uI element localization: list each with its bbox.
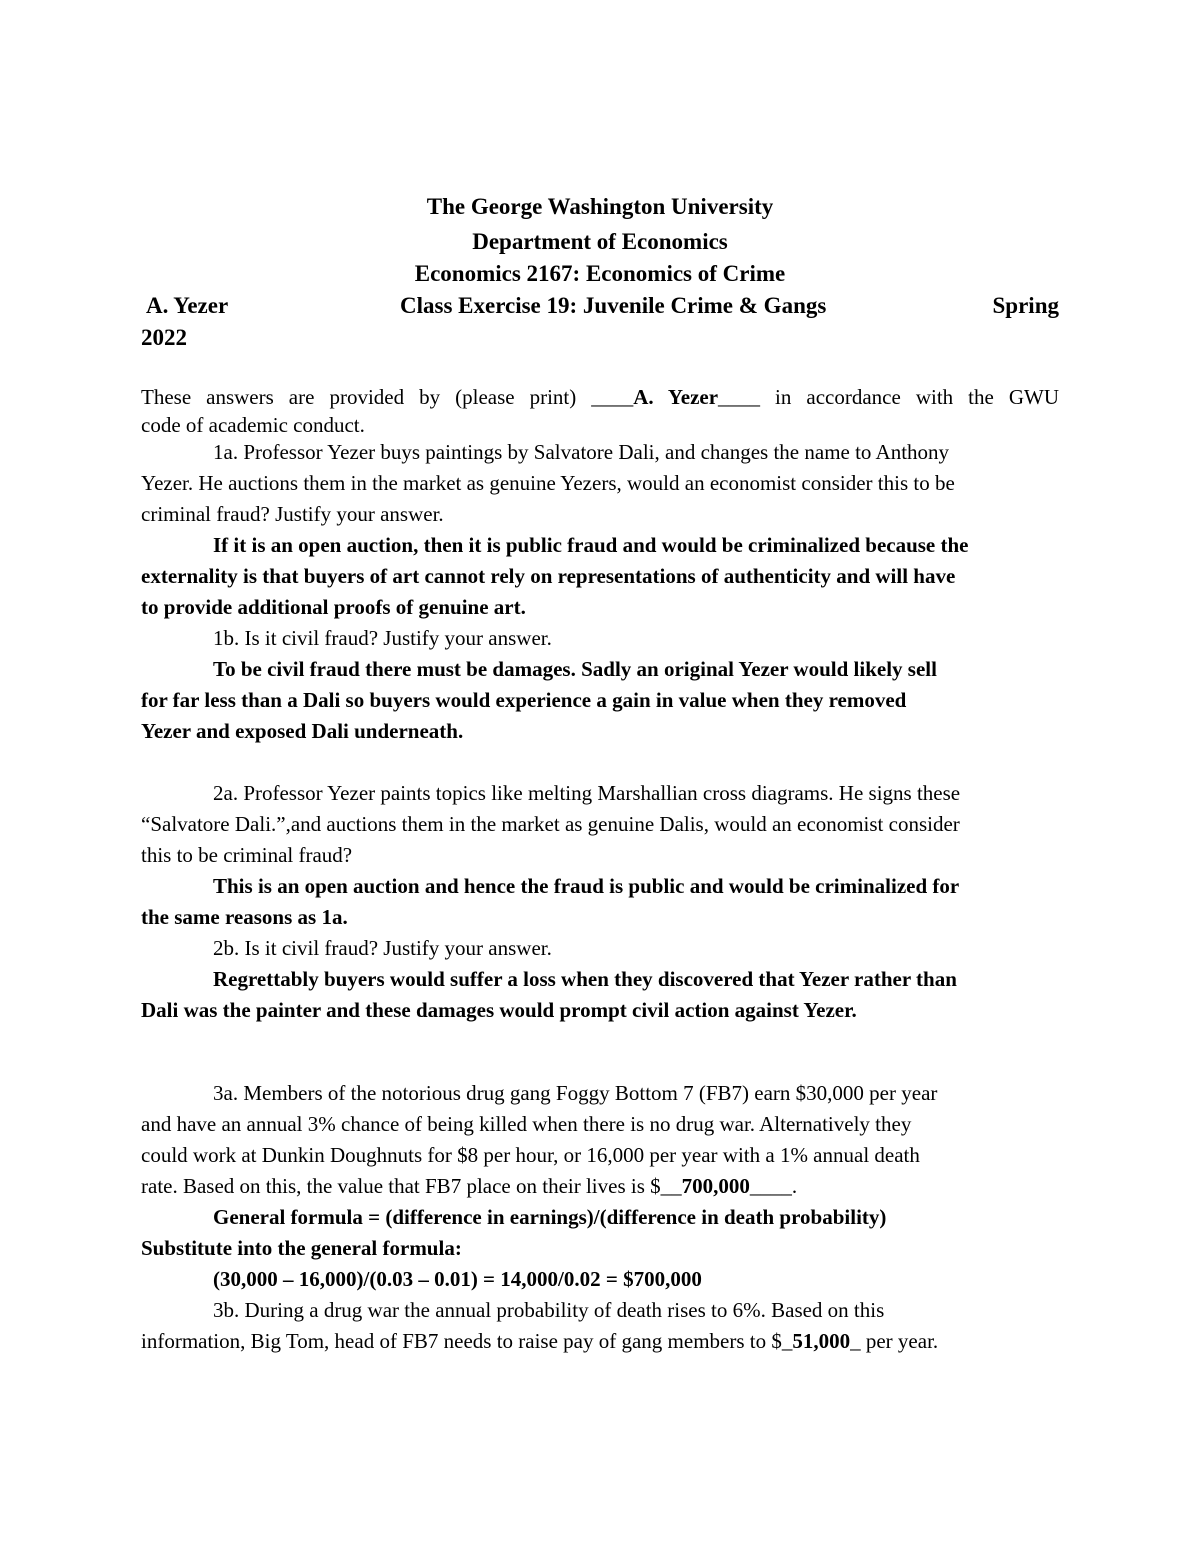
question-3a-line-2: and have an annual 3% chance of being killed when there is no drug war. Alternatively they <box>141 1112 912 1136</box>
question-3b-line-2 <box>141 1326 1059 1357</box>
intro-line-1 <box>141 382 1059 413</box>
answer-2a-line-2: the same reasons as 1a. <box>141 905 348 929</box>
question-3a-line-4-pre: rate. Based on this, the value that FB7 place on their lives is $__ <box>141 1174 682 1198</box>
intro-pre: These answers are provided by (please print) ____ <box>141 385 634 409</box>
intro-post: ____ in accordance with the GWU <box>718 385 1059 409</box>
question-2a-line-2: “Salvatore Dali.”,and auctions them in the market as genuine Dalis, would an economist consider <box>141 812 960 836</box>
question-3a-line-4-post: ____. <box>749 1174 798 1198</box>
answer-3a-substitute: Substitute into the general formula: <box>141 1236 462 1260</box>
question-3b-line-1: 3b. During a drug war the annual probability of death rises to 6%. Based on this <box>213 1298 885 1322</box>
question-3a-line-3: could work at Dunkin Doughnuts for $8 per hour, or 16,000 per year with a 1% annual death <box>141 1143 920 1167</box>
university-title: The George Washington University <box>426 194 774 219</box>
question-3b-line-2-pre: information, Big Tom, head of FB7 needs to raise pay of gang members to $_ <box>141 1329 793 1353</box>
answer-1a-line-3: to provide additional proofs of genuine art. <box>141 595 526 619</box>
question-1a-line-2: Yezer. He auctions them in the market as genuine Yezers, would an economist consider this to be <box>141 471 955 495</box>
question-2a-line-3: this to be criminal fraud? <box>141 843 353 867</box>
question-3a-line-4 <box>141 1171 1059 1202</box>
course-title: Economics 2167: Economics of Crime <box>414 261 786 286</box>
term-word: Spring <box>992 293 1059 318</box>
answer-2b-line-2: Dali was the painter and these damages would prompt civil action against Yezer. <box>141 998 857 1022</box>
answer-2b-line-1: Regrettably buyers would suffer a loss when they discovered that Yezer rather than <box>213 967 957 991</box>
question-2a-line-1: 2a. Professor Yezer paints topics like melting Marshallian cross diagrams. He signs these <box>213 781 961 805</box>
answer-3b-value: 51,000 <box>792 1329 851 1353</box>
answer-3a-calculation: (30,000 – 16,000)/(0.03 – 0.01) = 14,000/0.02 = $700,000 <box>213 1267 702 1291</box>
instructor-name: A. Yezer <box>146 293 229 318</box>
question-2b: 2b. Is it civil fraud? Justify your answer. <box>213 936 552 960</box>
question-3a-line-1: 3a. Members of the notorious drug gang Foggy Bottom 7 (FB7) earn $30,000 per year <box>213 1081 938 1105</box>
student-name: A. Yezer <box>633 385 719 409</box>
question-1b: 1b. Is it civil fraud? Justify your answer. <box>213 626 552 650</box>
answer-1a-line-2: externality is that buyers of art cannot rely on representations of authenticity and will have <box>141 564 956 588</box>
exercise-title: Class Exercise 19: Juvenile Crime & Gangs <box>400 293 827 318</box>
answer-1b-line-3: Yezer and exposed Dali underneath. <box>141 719 464 743</box>
answer-1b-line-2: for far less than a Dali so buyers would experience a gain in value when they removed <box>141 688 907 712</box>
answer-3a-value: 700,000 <box>681 1174 750 1198</box>
question-1a-line-3: criminal fraud? Justify your answer. <box>141 502 444 526</box>
question-3b-line-2-post: _ per year. <box>850 1329 939 1353</box>
department-title: Department of Economics <box>472 229 728 254</box>
answer-2a-line-1: This is an open auction and hence the fraud is public and would be criminalized for <box>213 874 960 898</box>
answer-3a-formula: General formula = (difference in earnings)/(difference in death probability) <box>213 1205 887 1229</box>
intro-line-2: code of academic conduct. <box>141 413 365 437</box>
term-year: 2022 <box>141 325 187 350</box>
answer-1b-line-1: To be civil fraud there must be damages. Sadly an original Yezer would likely sell <box>213 657 937 681</box>
answer-1a-line-1: If it is an open auction, then it is public fraud and would be criminalized because the <box>213 533 969 557</box>
question-1a-line-1: 1a. Professor Yezer buys paintings by Salvatore Dali, and changes the name to Anthony <box>213 440 950 464</box>
